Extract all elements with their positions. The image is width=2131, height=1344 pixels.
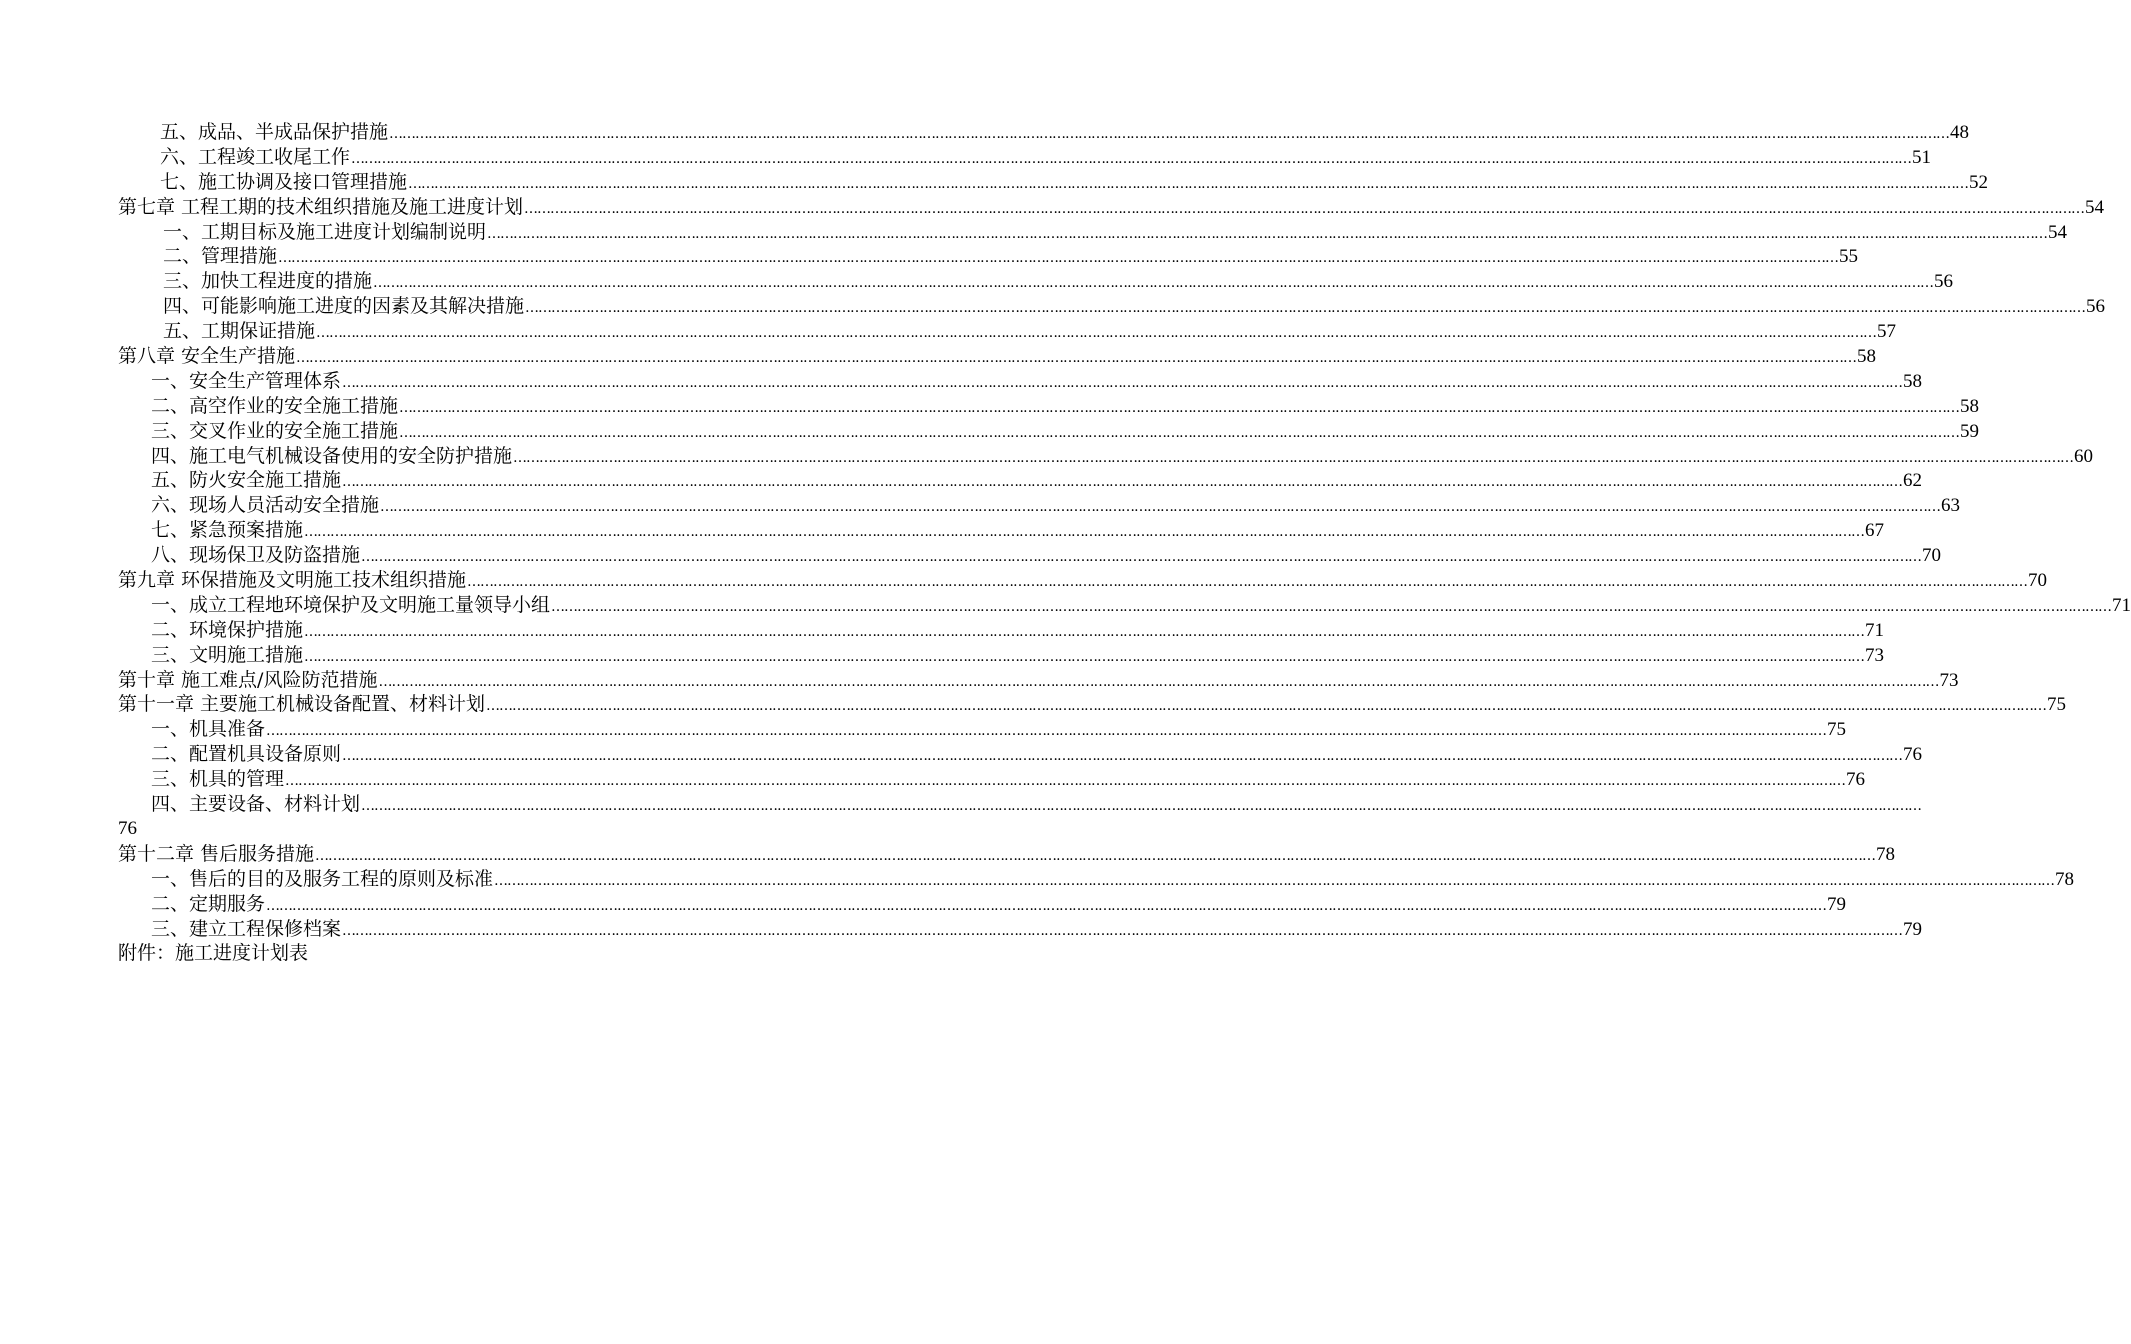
toc-entry-title: 七、施工协调及接口管理措施	[160, 170, 408, 193]
toc-page-number: 75	[2047, 694, 2067, 716]
toc-page-number-wrapped: 76	[118, 817, 137, 839]
toc-entry	[118, 344, 1877, 369]
toc-page-number: 67	[1865, 520, 1885, 542]
toc-entry-title: 三、建立工程保修档案	[151, 917, 342, 940]
toc-leader-dots: ………………………………………………………………………………………………………………………………………………………………………………………………………………………………………………………………………………………………………………………………	[373, 275, 1934, 292]
toc-entry	[118, 892, 1847, 917]
toc-page-number: 60	[2074, 445, 2094, 467]
toc-entry	[118, 319, 1897, 344]
toc-entry-title: 四、施工电气机械设备使用的安全防护措施	[151, 444, 513, 467]
toc-entry-title: 一、工期目标及施工进度计划编制说明	[163, 220, 487, 243]
toc-page-number: 76	[1903, 744, 1923, 766]
toc-page-number: 71	[2112, 594, 2131, 616]
toc-entry	[118, 369, 1923, 394]
toc-entry-title: 三、交叉作业的安全施工措施	[151, 419, 399, 442]
toc-entry	[118, 170, 1989, 195]
toc-entry	[118, 767, 1866, 792]
toc-entry-title: 四、主要设备、材料计划	[151, 793, 361, 816]
toc-leader-dots: ………………………………………………………………………………………………………………………………………………………………………………………………………………………………………………………………………………………………………………………………	[351, 150, 1912, 167]
toc-page-number: 62	[1903, 470, 1923, 492]
toc-leader-dots: ………………………………………………………………………………………………………………………………………………………………………………………………………………………………………………………………………………………………………………………………	[524, 200, 2085, 217]
toc-leader-dots: ………………………………………………………………………………………………………………………………………………………………………………………………………………………………………………………………………………………………………………………………	[467, 574, 2028, 591]
toc-entry-title: 一、机具准备	[151, 718, 266, 741]
toc-page-number: 73	[1865, 644, 1885, 666]
toc-entry-title: 第七章 工程工期的技术组织措施及施工进度计划	[118, 195, 524, 218]
toc-leader-dots: ………………………………………………………………………………………………………………………………………………………………………………………………………………………………………………………………………………………………………………………………	[304, 623, 1865, 640]
toc-entry-title: 第九章 环保措施及文明施工技术组织措施	[118, 569, 467, 592]
toc-page-number: 70	[2028, 570, 2048, 592]
toc-entry-title: 四、可能影响施工进度的因素及其解决措施	[163, 295, 525, 318]
toc-page-number: 76	[1846, 769, 1866, 791]
toc-leader-dots: ………………………………………………………………………………………………………………………………………………………………………………………………………………………………………………………………………………………………………………………………	[285, 773, 1846, 790]
toc-entry-title: 五、工期保证措施	[163, 320, 316, 343]
toc-page-number: 48	[1950, 122, 1970, 143]
toc-entry	[118, 867, 2075, 892]
toc-entry	[118, 593, 2131, 618]
toc-leader-dots: ………………………………………………………………………………………………………………………………………………………………………………………………………………………………………………………………………………………………………………………………	[316, 325, 1877, 342]
toc-entry-title: 六、工程竣工收尾工作	[160, 145, 351, 168]
toc-page-number: 54	[2085, 196, 2105, 218]
toc-leader-dots: ………………………………………………………………………………………………………………………………………………………………………………………………………………………………………………………………………………………………………………………………	[525, 300, 2086, 317]
toc-entry	[118, 792, 1922, 817]
toc-page-number: 79	[1903, 918, 1923, 940]
toc-page-number: 56	[1934, 271, 1954, 293]
toc-entry-title: 第十二章 售后服务措施	[118, 842, 315, 865]
table-of-contents	[118, 120, 2131, 966]
toc-leader-dots: ………………………………………………………………………………………………………………………………………………………………………………………………………………………………………………………………………………………………………………………………	[551, 598, 2112, 615]
toc-leader-dots: ………………………………………………………………………………………………………………………………………………………………………………………………………………………………………………………………………………………………………………………………	[361, 549, 1922, 566]
toc-entry	[118, 195, 2105, 220]
toc-entry	[118, 842, 1896, 867]
toc-entry-title: 第八章 安全生产措施	[118, 345, 296, 368]
toc-page-number: 73	[1939, 669, 1959, 691]
toc-leader-dots: ………………………………………………………………………………………………………………………………………………………………………………………………………………………………………………………………………………………………………………………………	[304, 648, 1865, 665]
toc-entry	[118, 294, 2106, 319]
toc-leader-dots: ………………………………………………………………………………………………………………………………………………………………………………………………………………………………………………………………………………………………………………………………	[399, 424, 1960, 441]
toc-entry-title: 三、机具的管理	[151, 768, 285, 791]
toc-leader-dots: ………………………………………………………………………………………………………………………………………………………………………………………………………………………………………………………………………………………………………………………………	[266, 723, 1827, 740]
toc-leader-dots: ………………………………………………………………………………………………………………………………………………………………………………………………………………………………………………………………………………………………………………………………	[389, 126, 1950, 142]
toc-entry	[118, 568, 2048, 593]
toc-entry	[118, 742, 1923, 767]
toc-entry-title: 一、售后的目的及服务工程的原则及标准	[151, 867, 494, 890]
toc-entry	[118, 244, 1859, 269]
toc-entry-title: 二、管理措施	[163, 245, 278, 268]
toc-entry-title: 五、成品、半成品保护措施	[160, 121, 389, 143]
toc-entry-title: 二、配置机具设备原则	[151, 743, 342, 766]
toc-leader-dots: ………………………………………………………………………………………………………………………………………………………………………………………………………………………………………………………………………………………………………………………………	[494, 872, 2055, 889]
toc-entry-title: 二、定期服务	[151, 892, 266, 915]
appendix-line: 附件：施工进度计划表	[118, 942, 309, 965]
toc-leader-dots: ………………………………………………………………………………………………………………………………………………………………………………………………………………………………………………………………………………………………………………………………	[342, 748, 1903, 765]
toc-leader-dots: ………………………………………………………………………………………………………………………………………………………………………………………………………………………………………………………………………………………………………………………………	[342, 922, 1903, 939]
toc-entry	[118, 120, 1970, 145]
toc-page-number: 58	[1903, 370, 1923, 392]
toc-entry	[118, 444, 2094, 469]
toc-entry-title: 第十章 施工难点/风险防范措施	[118, 668, 378, 691]
toc-page-number: 59	[1960, 420, 1980, 442]
toc-leader-dots: ………………………………………………………………………………………………………………………………………………………………………………………………………………………………………………………………………………………………………………………………	[342, 474, 1903, 491]
toc-page-number: 52	[1969, 171, 1989, 193]
toc-entry	[118, 518, 1885, 543]
toc-leader-dots: ………………………………………………………………………………………………………………………………………………………………………………………………………………………………………………………………………………………………………………………………	[486, 698, 2047, 715]
toc-leader-dots: ………………………………………………………………………………………………………………………………………………………………………………………………………………………………………………………………………………………………………………………………	[378, 673, 1939, 690]
toc-leader-dots: ………………………………………………………………………………………………………………………………………………………………………………………………………………………………………………………………………………………………………………………………	[304, 524, 1865, 541]
toc-page-number: 58	[1857, 346, 1877, 368]
toc-page-number: 70	[1922, 545, 1942, 567]
toc-entry-title: 六、现场人员活动安全措施	[151, 494, 380, 517]
toc-entry-title: 五、防火安全施工措施	[151, 469, 342, 492]
toc-entry-title: 一、成立工程地环境保护及文明施工量领导小组	[151, 593, 551, 616]
toc-entry	[118, 493, 1961, 518]
toc-entry	[118, 692, 2067, 717]
toc-entry	[118, 468, 1923, 493]
toc-leader-dots: ………………………………………………………………………………………………………………………………………………………………………………………………………………………………………………………………………………………………………………………………	[487, 225, 2048, 242]
toc-page-number: 75	[1827, 719, 1847, 741]
toc-entry-title: 第十一章 主要施工机械设备配置、材料计划	[118, 693, 486, 716]
toc-leader-dots: ………………………………………………………………………………………………………………………………………………………………………………………………………………………………………………………………………………………………………………………………	[361, 798, 1922, 815]
toc-page-number: 58	[1960, 395, 1980, 417]
toc-entry	[118, 643, 1885, 668]
toc-entry	[118, 917, 1923, 942]
toc-entry-title: 七、紧急预案措施	[151, 519, 304, 542]
toc-entry-title: 二、高空作业的安全施工措施	[151, 394, 399, 417]
toc-page-number: 71	[1865, 619, 1885, 641]
toc-entry	[118, 668, 1959, 693]
toc-page-number: 57	[1877, 321, 1897, 343]
toc-leader-dots: ………………………………………………………………………………………………………………………………………………………………………………………………………………………………………………………………………………………………………………………………	[399, 399, 1960, 416]
toc-leader-dots: ………………………………………………………………………………………………………………………………………………………………………………………………………………………………………………………………………………………………………………………………	[342, 374, 1903, 391]
toc-entry-title: 三、加快工程进度的措施	[163, 270, 373, 293]
toc-leader-dots: ………………………………………………………………………………………………………………………………………………………………………………………………………………………………………………………………………………………………………………………………	[296, 350, 1857, 367]
toc-page-number: 79	[1827, 893, 1847, 915]
toc-entry	[118, 269, 1954, 294]
toc-entry	[118, 618, 1885, 643]
toc-entry-title: 三、文明施工措施	[151, 643, 304, 666]
toc-leader-dots: ………………………………………………………………………………………………………………………………………………………………………………………………………………………………………………………………………………………………………………………………	[278, 250, 1839, 267]
toc-leader-dots: ………………………………………………………………………………………………………………………………………………………………………………………………………………………………………………………………………………………………………………………………	[513, 449, 2074, 466]
toc-page-number: 63	[1941, 495, 1961, 517]
toc-entry	[118, 717, 1847, 742]
toc-entry	[118, 419, 1980, 444]
toc-leader-dots: ………………………………………………………………………………………………………………………………………………………………………………………………………………………………………………………………………………………………………………………………	[266, 897, 1827, 914]
toc-entry-title: 一、安全生产管理体系	[151, 369, 342, 392]
toc-entry	[118, 394, 1980, 419]
toc-leader-dots: ………………………………………………………………………………………………………………………………………………………………………………………………………………………………………………………………………………………………………………………………	[408, 175, 1969, 192]
toc-leader-dots: ………………………………………………………………………………………………………………………………………………………………………………………………………………………………………………………………………………………………………………………………	[315, 847, 1876, 864]
toc-leader-dots: ………………………………………………………………………………………………………………………………………………………………………………………………………………………………………………………………………………………………………………………………	[380, 499, 1941, 516]
toc-page-number: 78	[1876, 843, 1896, 865]
toc-page-number: 78	[2055, 868, 2075, 890]
toc-entry	[118, 543, 1942, 568]
toc-entry	[118, 220, 2068, 245]
toc-entry	[118, 145, 1932, 170]
toc-page-number: 51	[1912, 146, 1932, 168]
toc-page-number: 55	[1839, 246, 1859, 268]
toc-page-number: 56	[2086, 296, 2106, 318]
toc-entry-title: 八、现场保卫及防盗措施	[151, 544, 361, 567]
toc-page-number: 54	[2048, 221, 2068, 243]
toc-entry-title: 二、环境保护措施	[151, 618, 304, 641]
